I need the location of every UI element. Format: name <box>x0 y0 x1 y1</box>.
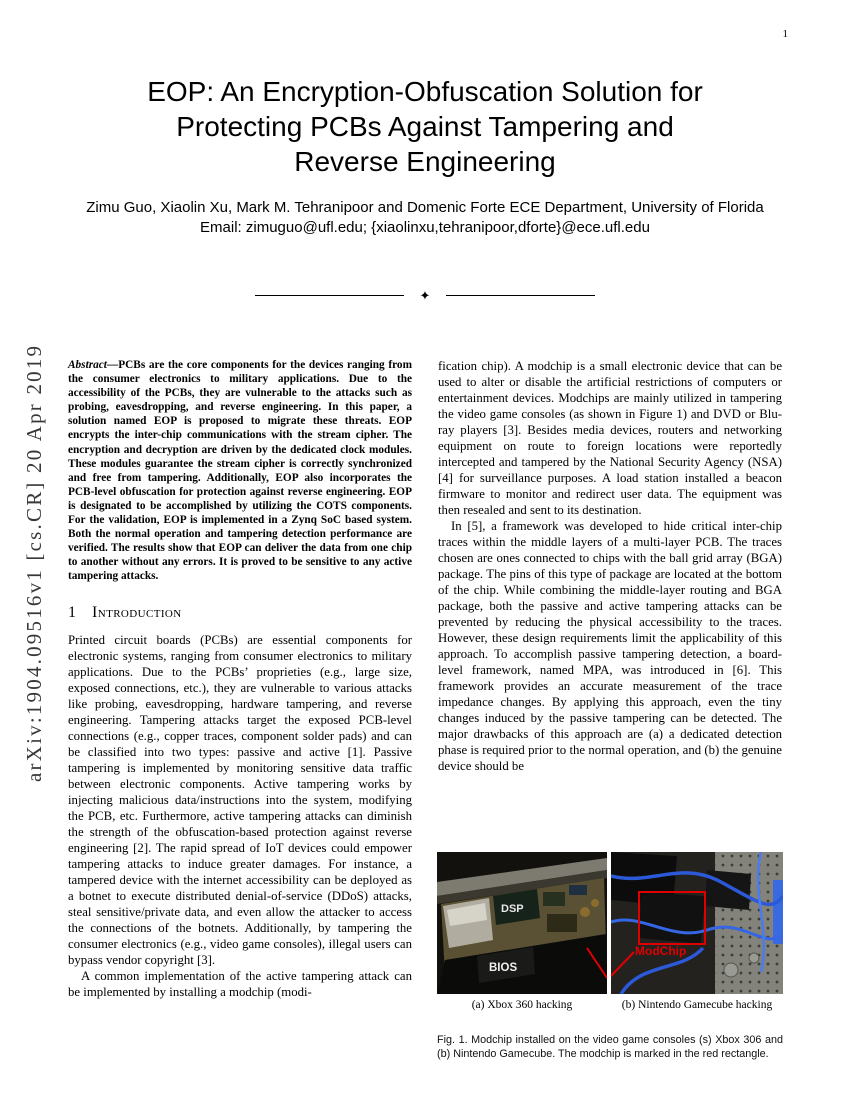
right-col-paragraph-2: In [5], a framework was developed to hide critical inter-chip traces within the middle layers of a multi-layer PCB. The traces chosen are ones connected to chips with the ball grid array (BGA) package. The pins of this type of package are located at the bottom of the chip. While combining the middle-layer routing and BGA package, both the passive and active tampering attacks can be prevented by reducing the physical accessibility to the traces. However, these design requirements limit the applicability of this approach. To accomplish passive tampering detection, a board-level framework, named MPA, was introduced in [6]. This framework provides an accurate measurement of the trace impedance changes. By applying this approach, even the tiny changes induced by the passive tampering can be detected. The major drawbacks of this approach are (a) a dedicated detection phase is required prior to the normal operation, and (b) the genuine device should be <box>438 519 782 773</box>
right-column <box>438 358 782 774</box>
divider-ornament-icon: ✦ <box>419 287 431 303</box>
bios-chip-label: BIOS <box>489 962 518 974</box>
figure-photo-xbox <box>437 852 607 994</box>
figure-photo-gamecube <box>611 852 783 994</box>
modchip-label: ModChip <box>635 944 687 958</box>
dsp-chip-label: DSP <box>501 903 524 915</box>
section-heading-introduction <box>68 604 412 622</box>
figure-photo-row <box>437 852 783 994</box>
email-line: Email: zimuguo@ufl.edu; {xiaolinxu,tehranipoor,dforte}@ece.ufl.edu <box>200 219 650 236</box>
authors-line: Zimu Guo, Xiaolin Xu, Mark M. Tehranipoor and Domenic Forte ECE Department, University of Florida <box>86 199 764 216</box>
subcaption-a: (a) Xbox 360 hacking <box>471 999 573 1011</box>
figure-caption: Fig. 1. Modchip installed on the video game consoles (s) Xbox 306 and (b) Nintendo Gamecube. The modchip is marked in the red rectangle. <box>437 1034 783 1060</box>
title-line-2: Protecting PCBs Against Tampering and <box>176 111 674 142</box>
subcaption-b: (b) Nintendo Gamecube hacking <box>621 999 773 1011</box>
page-number: 1 <box>782 28 788 40</box>
abstract-label: Abstract <box>68 359 107 371</box>
intro-paragraph-2: A common implementation of the active tampering attack can be implemented by installing a modchip (modi- <box>68 968 412 999</box>
intro-paragraph-1: Printed circuit boards (PCBs) are essential components for electronic systems, ranging from consumer electronics to military applications. Due to the PCBs’ proprieties (e.g., large size, exposed connections, etc.), they are vulnerable to various attacks like probing, eavesdropping, hardware tampering, and reverse engineering. Tampering attacks target the exposed PCB-level connections (e.g., copper traces, component solder pads) and can be classified into two types: passive and active [1]. Passive tampering is implemented by monitoring sensitive data traffic between electronic components. Active tampering works by injecting malicious data/instructions into the system, modifying the PCB, etc. Furthermore, active tampering attacks can diminish the strength of the obfuscation-based protection against reverse engineering [2]. The rapid spread of IoT devices could empower tampering attacks to induce greater damages. For instance, a tampered device with the internet accessibility can be deployed as a botnet to execute distributed denial-of-service (DDoS) attacks, steal sensitive/private data, and even allow the attacker to access the connections of the botnets. Additionally, by tampering the consumer electronics (e.g., video game consoles), illegal users can bypass vendor copyright [3]. <box>68 632 412 967</box>
title-divider <box>255 288 595 302</box>
abstract-text: —PCBs are the core components for the devices ranging from the consumer electronics to military applications. Due to the accessibility of the PCBs, they are vulnerable to the attacks such as probing, eavesdropping, and reverse engineering. In this paper, a solution named EOP is proposed to migrate these threats. EOP encrypts the inter-chip communications with the stream cipher. The encryption and decryption are driven by the dedicated clock modules. These modules guarantee the stream cipher is correctly synchronized and free from tampering. Additionally, EOP also incorporates the PCB-level obfuscation for protection against reverse engineering. EOP is designated to be accomplished by utilizing the COTS components. For the validation, EOP is implemented in a Zynq SoC based system. Both the normal operation and tampering detection performance are verified. The results show that EOP can deliver the data from one chip to another without any errors. It is proved to be sensitive to any active tampering attacks. <box>68 359 412 583</box>
figure-subcaptions <box>437 999 783 1011</box>
section-title: Introduction <box>92 603 182 621</box>
arxiv-stamp: arXiv:1904.09516v1 [cs.CR] 20 Apr 2019 <box>22 343 46 782</box>
title-line-1: EOP: An Encryption-Obfuscation Solution for <box>147 76 703 107</box>
left-column <box>68 358 412 1000</box>
divider-rule-right <box>446 295 595 296</box>
divider-rule-left <box>255 295 404 296</box>
title-line-3: Reverse Engineering <box>294 146 556 177</box>
right-col-paragraph-1: fication chip). A modchip is a small electronic device that can be used to alter or disable the artificial restrictions of computers or entertainment devices. Modchips are mainly utilized in tampering the video game consoles (as shown in Figure 1) and DVD or Blu-ray players [3]. Besides media devices, routers and networking equipment on route to foreign locations were reportedly intercepted and tampered by the National Security Agency (NSA) [4] for surveillance purposes. A load station installed a beacon firmware to monitor and redirect user data. The equipment was then resealed and sent to its destination. <box>438 359 782 517</box>
figure-1 <box>437 852 783 1061</box>
paper-title <box>0 74 850 179</box>
abstract-paragraph <box>68 358 412 584</box>
section-number: 1 <box>68 603 76 621</box>
